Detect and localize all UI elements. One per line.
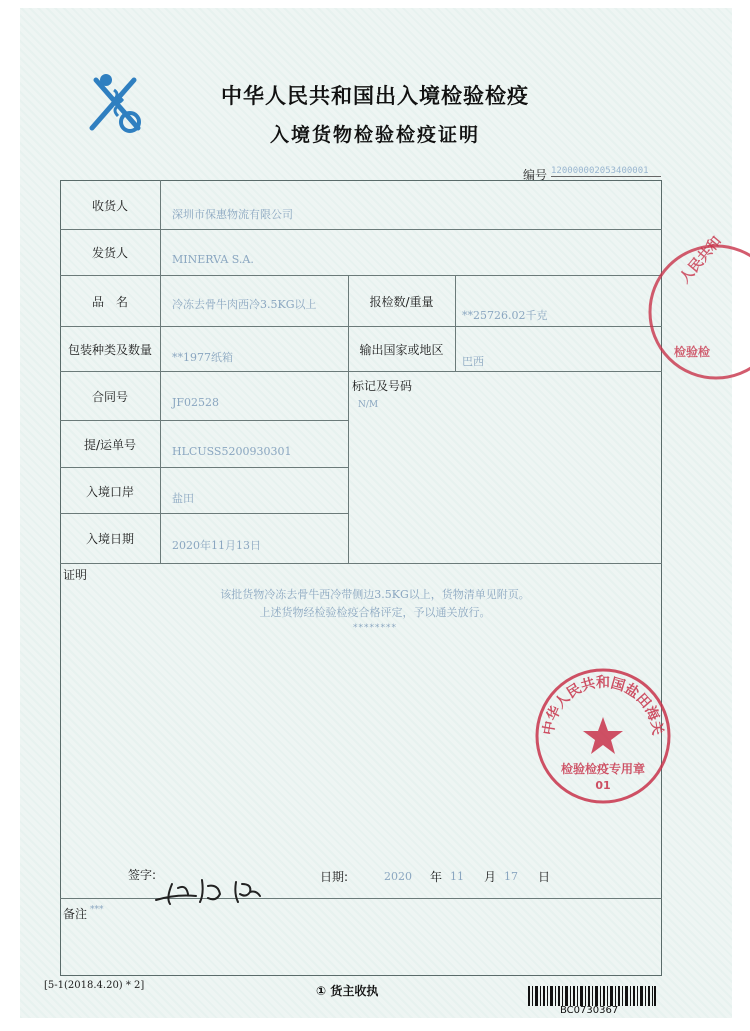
signature-label: 签字: xyxy=(128,868,157,882)
handwritten-signature xyxy=(150,870,280,910)
row-divider xyxy=(60,371,662,372)
marks-label: 标记及号码 xyxy=(352,379,413,393)
contract-no-value: JF02528 xyxy=(172,396,220,409)
consignor-label: 发货人 xyxy=(91,246,128,260)
goods-name-value: 冷冻去骨牛肉西冷3.5KG以上 xyxy=(172,298,317,311)
package-label: 包装种类及数量 xyxy=(67,343,152,357)
seal-number: 01 xyxy=(595,779,611,792)
partial-seal-sub-text: 检验检 xyxy=(674,345,711,359)
partial-seal-stamp xyxy=(646,233,726,388)
column-divider xyxy=(455,275,456,371)
marks-value: N/M xyxy=(358,400,379,410)
contract-no-label: 合同号 xyxy=(91,390,128,404)
seal-sub-text: 检验检疫专用章 xyxy=(560,762,646,776)
seal-arc-text: 中华人民共和国盐田海关 xyxy=(540,675,666,737)
certification-line-2: 上述货物经检验检疫合格评定，予以通关放行。 xyxy=(259,606,491,619)
year-unit: 年 xyxy=(430,870,443,884)
entry-port-label: 入境口岸 xyxy=(85,485,134,499)
barcode-number: BC0730367 xyxy=(560,1005,619,1016)
consignee-value: 深圳市保惠物流有限公司 xyxy=(172,208,293,221)
row-divider xyxy=(60,420,348,421)
bill-of-lading-value: HLCUSS5200930301 xyxy=(172,445,292,458)
document-title: 中华人民共和国出入境检验检疫 xyxy=(221,84,529,108)
certification-line-1: 该批货物冷冻去骨牛西冷带侧边3.5KG以上，货物清单见附页。 xyxy=(220,588,530,601)
column-divider xyxy=(348,275,349,563)
quantity-weight-label: 报检数/重量 xyxy=(369,295,434,309)
sign-month-value: 11 xyxy=(450,870,464,883)
month-unit: 月 xyxy=(484,870,497,884)
sign-day-value: 17 xyxy=(504,870,518,883)
barcode-image xyxy=(528,986,656,1006)
row-divider xyxy=(60,563,662,564)
quantity-weight-value: **25726.02千克 xyxy=(462,309,548,322)
row-divider xyxy=(60,326,662,327)
day-unit: 日 xyxy=(538,870,551,884)
row-divider xyxy=(60,275,662,276)
bill-of-lading-label: 提/运单号 xyxy=(83,438,137,452)
copy-note: ① 货主收执 xyxy=(316,984,379,998)
entry-port-value: 盐田 xyxy=(172,492,194,505)
package-value: **1977纸箱 xyxy=(172,351,233,364)
entry-date-value: 2020年11月13日 xyxy=(172,539,261,552)
origin-country-value: 巴西 xyxy=(462,355,484,368)
column-divider xyxy=(160,180,161,563)
consignor-value: MINERVA S.A. xyxy=(172,253,254,266)
partial-seal-text: 人民共和 xyxy=(676,233,726,287)
consignee-label: 收货人 xyxy=(91,199,128,213)
certificate-number-label: 编号 xyxy=(523,168,548,182)
certificate-number-value: 120000002053400001 xyxy=(551,166,661,177)
origin-country-label: 输出国家或地区 xyxy=(359,343,444,357)
document-subtitle: 入境货物检验检疫证明 xyxy=(269,124,480,146)
goods-name-label: 品 名 xyxy=(91,295,128,309)
row-divider xyxy=(60,467,348,468)
remarks-label: 备注 xyxy=(63,907,88,921)
row-divider xyxy=(60,229,662,230)
row-divider xyxy=(60,513,348,514)
certification-stars: ******** xyxy=(353,623,397,633)
entry-date-label: 入境日期 xyxy=(85,532,134,546)
sign-date-label: 日期: xyxy=(320,870,349,884)
remarks-value: *** xyxy=(90,905,104,915)
form-code: [5-1(2018.4.20) * 2] xyxy=(44,980,145,991)
certification-label: 证明 xyxy=(63,568,88,582)
sign-year-value: 2020 xyxy=(384,870,412,883)
customs-seal-stamp xyxy=(532,665,674,807)
